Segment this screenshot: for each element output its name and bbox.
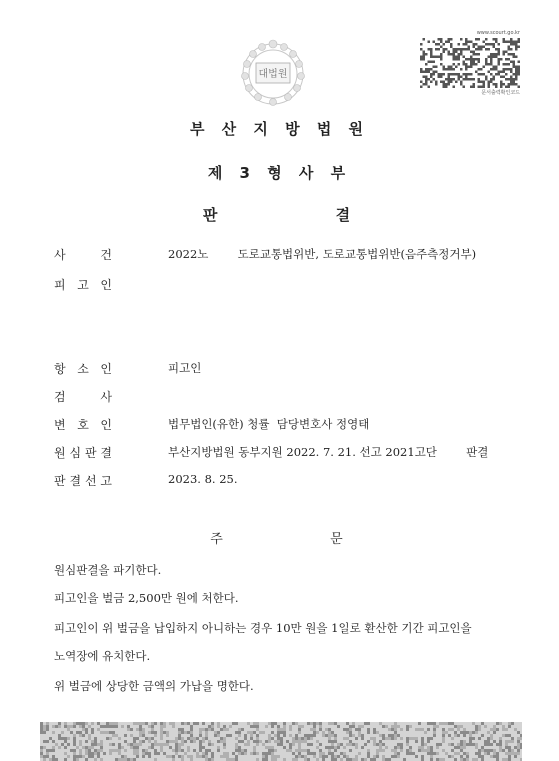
order-line: 피고인이 위 벌금을 납입하지 아니하는 경우 10만 원을 1일로 환산한 기간 피고인을	[54, 621, 472, 635]
counsel-value: 법무법인(유한) 청률 담당변호사 정영태	[168, 417, 370, 431]
sentencing-date-value: 2023. 8. 25.	[168, 472, 238, 486]
security-pattern-band	[40, 722, 522, 761]
qr-caption: 문서출력확인코드	[481, 90, 520, 96]
defendant-label: 피 고 인	[54, 278, 112, 292]
original-judgment-label: 원 심 판 결	[54, 446, 112, 460]
prosecutor-label: 검 사	[54, 390, 112, 404]
document-title: 판 결	[202, 206, 357, 224]
case-label: 사 건	[54, 248, 112, 262]
appellant-value: 피고인	[168, 361, 202, 375]
seal-text: 대법원	[258, 69, 288, 80]
original-judgment-value: 부산지방법원 동부지원 2022. 7. 21. 선고 2021고단 판결	[168, 445, 489, 459]
court-name: 부 산 지 방 법 원	[189, 120, 370, 138]
appellant-label: 항 소 인	[54, 362, 112, 376]
order-line: 피고인을 벌금 2,500만 원에 처한다.	[54, 591, 239, 605]
court-seal-logo	[236, 34, 310, 108]
verification-code-block	[420, 30, 520, 96]
division-name: 제 3 형 사 부	[207, 164, 352, 182]
order-line: 노역장에 유치한다.	[54, 649, 151, 663]
order-line: 원심판결을 파기한다.	[54, 563, 162, 577]
qr-url: www.scourt.go.kr	[476, 30, 520, 36]
order-heading: 주 문	[210, 532, 349, 547]
order-line: 위 벌금에 상당한 금액의 가납을 명한다.	[54, 679, 254, 693]
counsel-label: 변 호 인	[54, 418, 112, 432]
sentencing-date-label: 판 결 선 고	[54, 474, 112, 488]
case-value: 2022노 도로교통법위반, 도로교통법위반(음주측정거부)	[168, 247, 477, 261]
qr-code-icon	[420, 38, 520, 88]
